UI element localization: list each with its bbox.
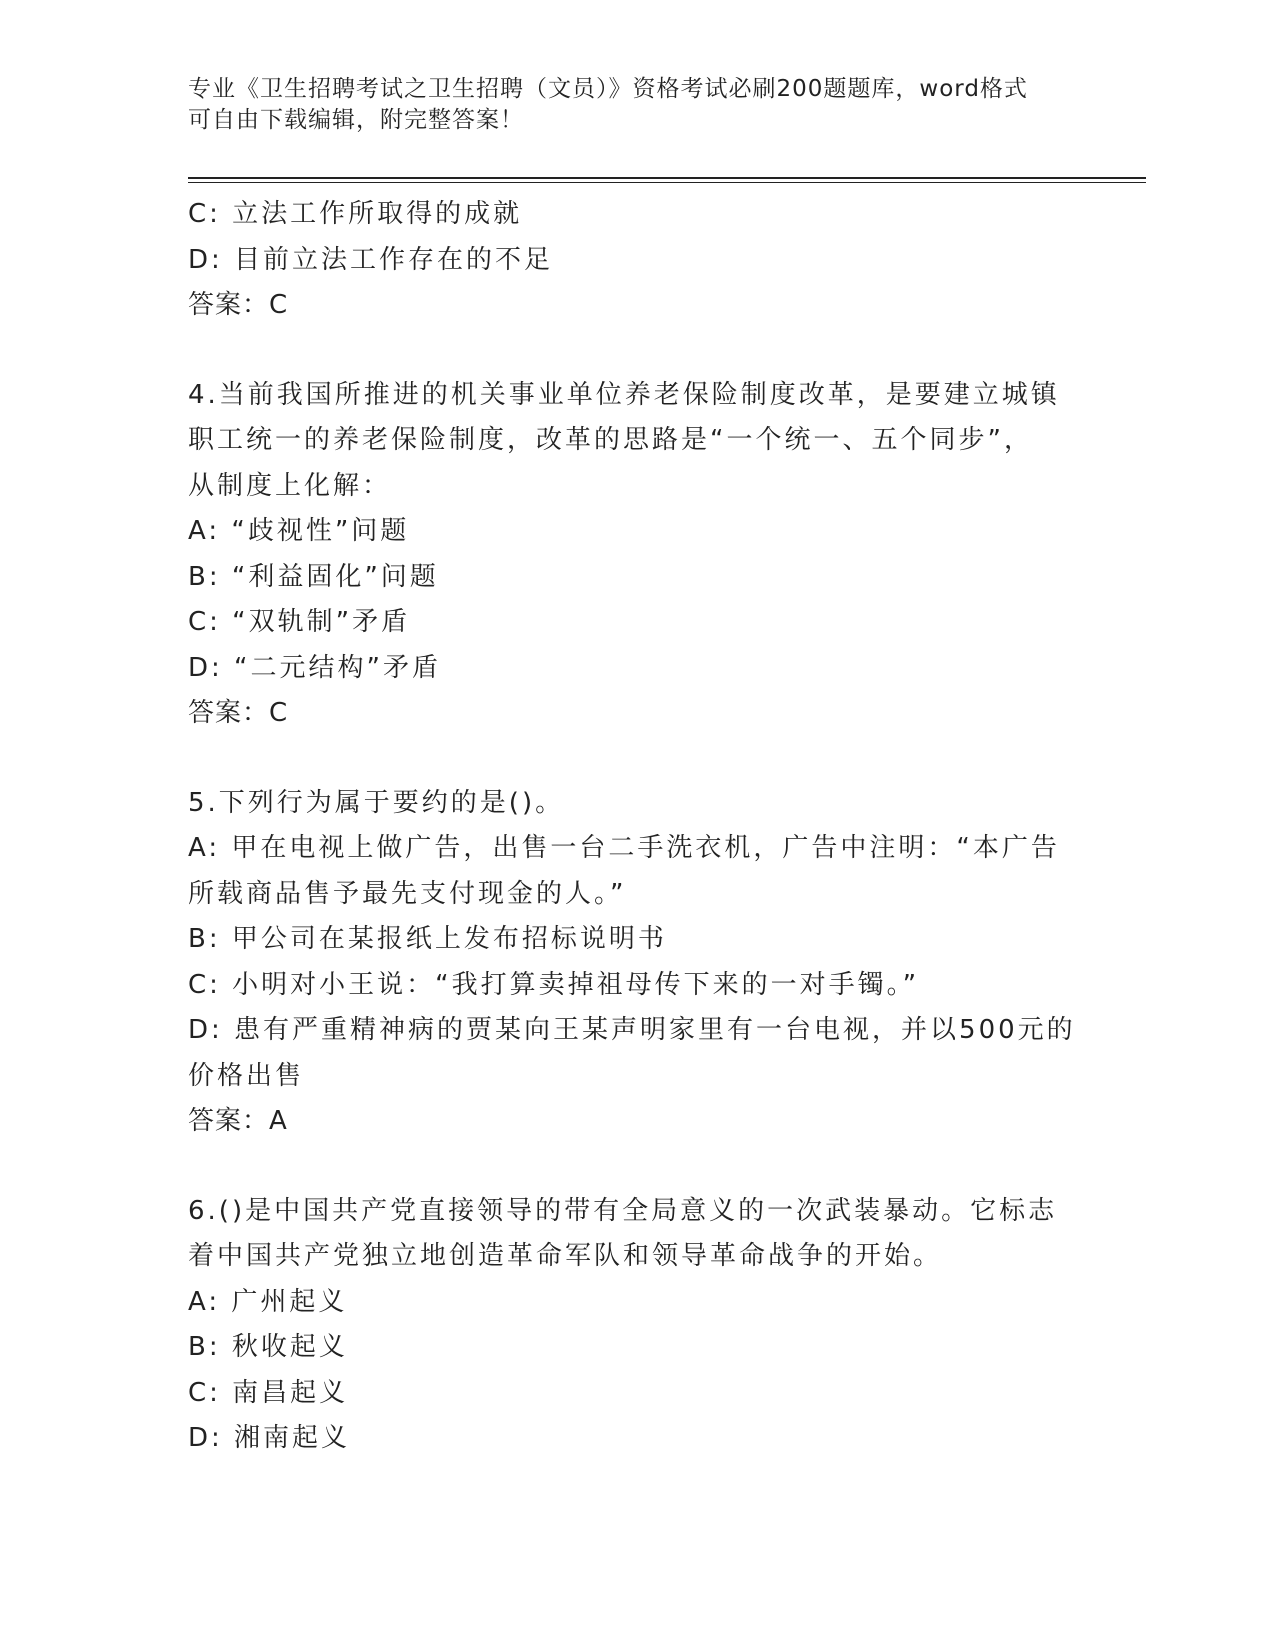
question-6-stem-line-1: 6.()是中国共产党直接领导的带有全局意义的一次武装暴动。它标志 [188,1195,1058,1226]
question-3-option-c: C: 立法工作所取得的成就 [188,199,523,229]
question-5-option-a-line-2: 所载商品售予最先支付现金的人。” [188,878,627,909]
question-4-stem-line-3: 从制度上化解： [188,470,392,501]
question-5-option-a-line-1: A: 甲在电视上做广告，出售一台二手洗衣机，广告中注明：“本广告 [188,833,1060,863]
spacer [188,1145,1068,1189]
question-5-option-c: C: 小明对小王说：“我打算卖掉祖母传下来的一对手镯。” [188,969,920,1000]
question-3 [188,192,1068,329]
question-5-option-d-line-2: 价格出售 [188,1060,305,1091]
question-3-answer: 答案：C [188,290,289,320]
question-4-option-c: C: “双轨制”矛盾 [188,607,411,637]
question-5-option-d-line-1: D: 患有严重精神病的贾某向王某声明家里有一台电视，并以500元的 [188,1015,1076,1045]
question-6-option-b: B: 秋收起义 [188,1332,348,1362]
question-6-option-a: A: 广州起义 [188,1286,348,1317]
question-6 [188,1189,1068,1462]
question-4-stem-line-2: 职工统一的养老保险制度，改革的思路是“一个统一、五个同步”， [188,425,1033,455]
question-5-stem: 5.下列行为属于要约的是()。 [188,787,565,818]
question-5 [188,781,1076,1145]
document-header [188,74,1068,136]
question-4-stem-line-1: 4.当前我国所推进的机关事业单位养老保险制度改革，是要建立城镇 [188,379,1060,410]
question-4-option-a: A: “歧视性”问题 [188,516,410,546]
header-title-line-2: 可自由下载编辑，附完整答案！ [188,107,524,133]
question-4-option-d: D: “二元结构”矛盾 [188,652,441,683]
question-5-answer: 答案：A [188,1106,288,1136]
header-divider-thin [188,182,1146,183]
spacer [188,737,1068,781]
header-divider-thick [188,177,1146,179]
question-4 [188,373,1068,737]
question-6-option-c: C: 南昌起义 [188,1377,349,1408]
question-3-option-d: D: 目前立法工作存在的不足 [188,244,554,275]
header-title-line-1: 专业《卫生招聘考试之卫生招聘（文员）》资格考试必刷200题题库，word格式 [188,76,1028,102]
question-4-option-b: B: “利益固化”问题 [188,561,439,592]
question-4-answer: 答案：C [188,698,289,728]
question-6-stem-line-2: 着中国共产党独立地创造革命军队和领导革命战争的开始。 [188,1241,943,1271]
spacer [188,329,1068,373]
question-6-option-d: D: 湘南起义 [188,1423,351,1453]
question-content [188,192,1076,1462]
question-5-option-b: B: 甲公司在某报纸上发布招标说明书 [188,924,667,954]
